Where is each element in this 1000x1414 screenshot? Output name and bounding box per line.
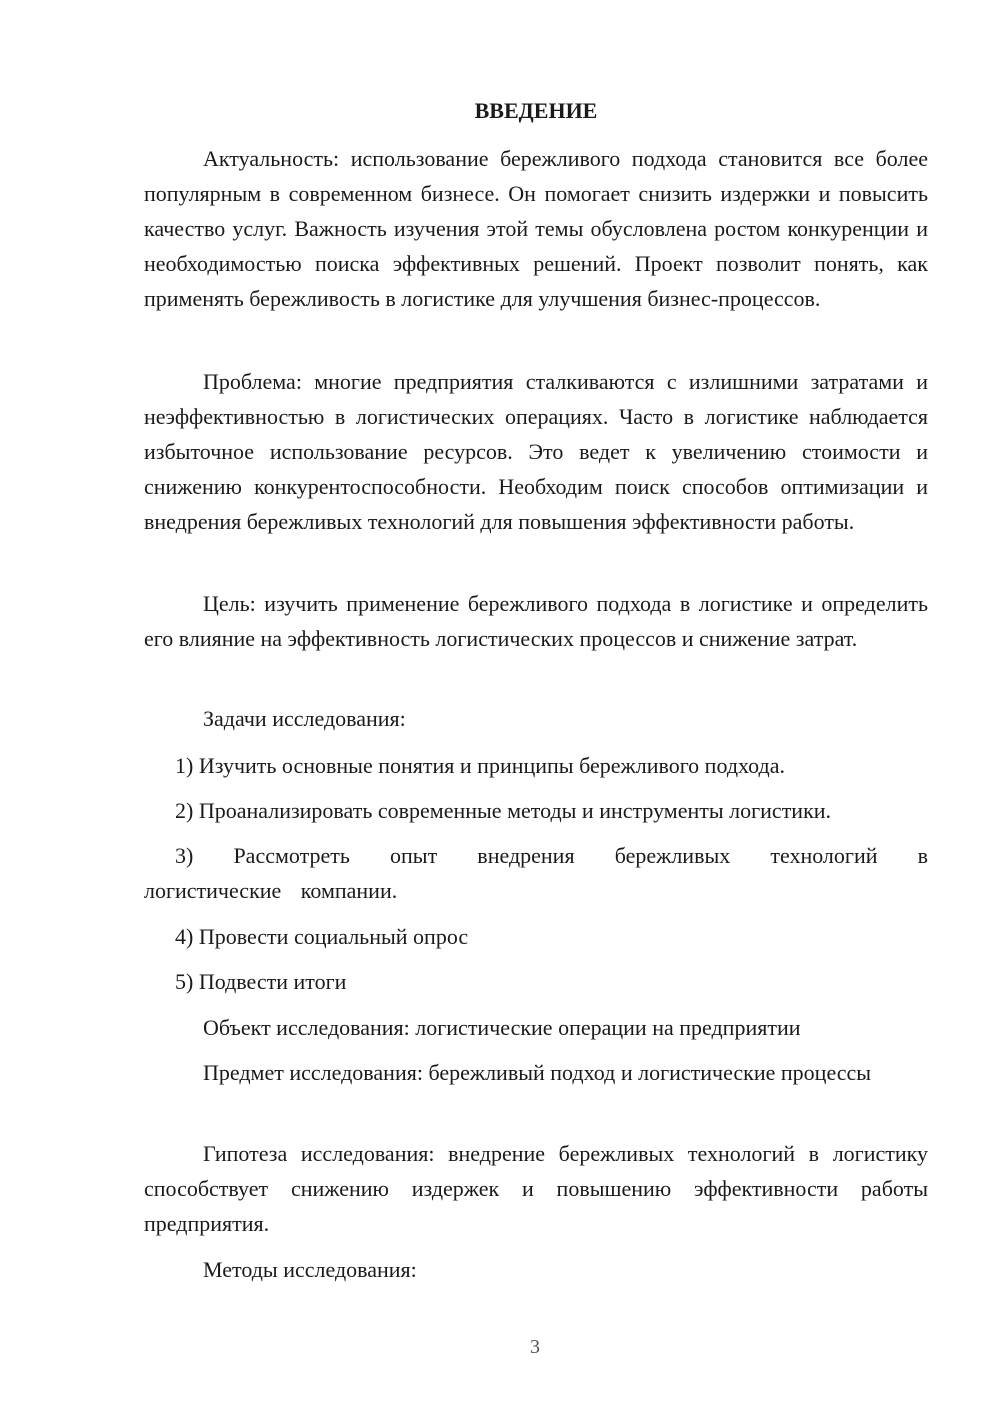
tasks-heading: Задачи исследования: — [203, 706, 406, 731]
page-number: 3 — [530, 1336, 540, 1358]
relevance-paragraph: Актуальность: использование бережливого подхода становится все более популярным в современном бизнесе. Он помогает снизить издержки и повысить качество услуг. Важность изучения этой темы обусловлена ростом конкуренции и необходимостью поиска эффективных решений. Проект позволит понять, как применять бережливость в логистике для улучшения бизнес-процессов. — [144, 146, 928, 311]
task-item-4: 4) Провести социальный опрос — [175, 924, 469, 949]
subject-paragraph: Предмет исследования: бережливый подход и логистические процессы — [203, 1060, 872, 1085]
object-paragraph: Объект исследования: логистические операции на предприятии — [203, 1015, 801, 1040]
hypothesis-paragraph: Гипотеза исследования: внедрение бережливых технологий в логистику способствует снижению издержек и повышению эффективности работы предприятия. — [144, 1141, 928, 1236]
methods-paragraph: Методы исследования: — [203, 1257, 417, 1282]
task-item-1: 1) Изучить основные понятия и принципы бережливого подхода. — [175, 753, 786, 778]
task-item-2: 2) Проанализировать современные методы и инструменты логистики. — [175, 798, 832, 823]
goal-paragraph: Цель: изучить применение бережливого подхода в логистике и определить его влияние на эффективность логистических процессов и снижение затрат. — [144, 591, 928, 651]
section-heading: ВВЕДЕНИЕ — [474, 98, 598, 123]
problem-paragraph: Проблема: многие предприятия сталкиваются с излишними затратами и неэффективностью в логистических операциях. Часто в логистике наблюдается избыточное использование ресурсов. Это ведет к увеличению стоимости и снижению конкурентоспособности. Необходим поиск способов оптимизации и внедрения бережливых технологий для повышения эффективности работы. — [144, 369, 928, 534]
task-item-3: 3) Рассмотреть опыт внедрения бережливых технологий в логистические компании. — [144, 843, 928, 903]
task-item-5: 5) Подвести итоги — [175, 969, 347, 994]
